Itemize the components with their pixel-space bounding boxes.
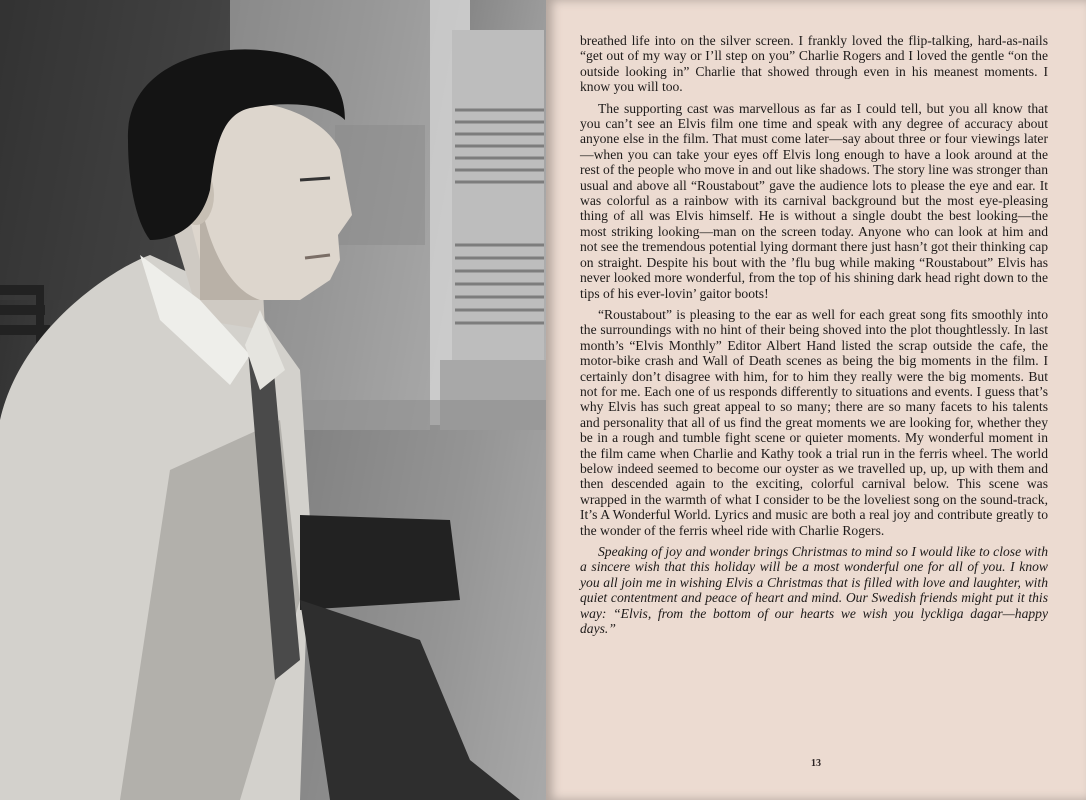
- article-paragraph: The supporting cast was marvellous as far as I could tell, but you all know that you can’t see an Elvis film one time and speak with any degree of accuracy about anyone else in the film. That must come later—say about three or four viewings later—when you can take your eyes off Elvis long enough to have a look around at the rest of the people who move in and out like shadows. The story line was stronger than usual and above all “Roustabout” gave the audience lots to please the eye and ear. It was colorful as a rainbow with its carnival background but the most eye-pleasing thing of all was Elvis himself. He is without a single doubt the best looking—the most striking looking—man on the screen today. Anyone who can look at him and not see the tremendous potential lying dormant there just hasn’t got their thinking cap on straight. Despite his bout with the ’flu bug while making “Roustabout” Elvis has never looked more wonderful, from the top of his shining dark head right down to the tips of his ever-lovin’ gaitor boots!: [580, 100, 1048, 301]
- article-paragraph: breathed life into on the silver screen. I frankly loved the flip-talking, hard-as-nails “get out of my way or I’ll step on you” Charlie Rogers and I loved the gentle “on the outside looking in” Charlie that showed through even in his meanest moments. I know you will too.: [580, 33, 1048, 95]
- article-paragraph-closing: Speaking of joy and wonder brings Christmas to mind so I would like to close with a sincere wish that this holiday will be a most wonderful one for all of you. I know you all join me in wishing Elvis a Christmas that is filled with love and laughter, with quiet contentment and peace of heart and mind. Our Swedish friends might put it this way: “Elvis, from the bottom of our hearts we wish you lyckliga dagar—happy days.”: [580, 544, 1048, 637]
- article-paragraph: “Roustabout” is pleasing to the ear as well for each great song fits smoothly into the surroundings with no hint of their being shoved into the plot thoughtlessly. In last month’s “Elvis Monthly” Editor Albert Hand listed the scrap outside the cafe, the motor-bike crash and Wall of Death scenes as being the big moments in the film. I certainly don’t disagree with him, for to him they really were the big moments. But not for me. Each one of us responds differently to situations and events. I guess that’s why Elvis has such great appeal to so many; there are so many facets to his talents and personality that all of us find the great moments we are looking for, whether they be in a rough and tumble fight scene or quieter moments. My wonderful moment in the film came when Charlie and Kathy took a trial run in the ferris wheel. The world below indeed seemed to become our oyster as we travelled up, up, up with them and then descended again to the exciting, colorful carnival below. This scene was wrapped in the warmth of what I consider to be the loveliest song on the sound-track, It’s A Wonderful World. Lyrics and music are both a real joy and contribute greatly to the wonder of the ferris wheel ride with Charlie Rogers.: [580, 306, 1048, 538]
- article-page: [546, 0, 1086, 800]
- page-number: 13: [811, 758, 821, 769]
- article-body: [580, 33, 1048, 642]
